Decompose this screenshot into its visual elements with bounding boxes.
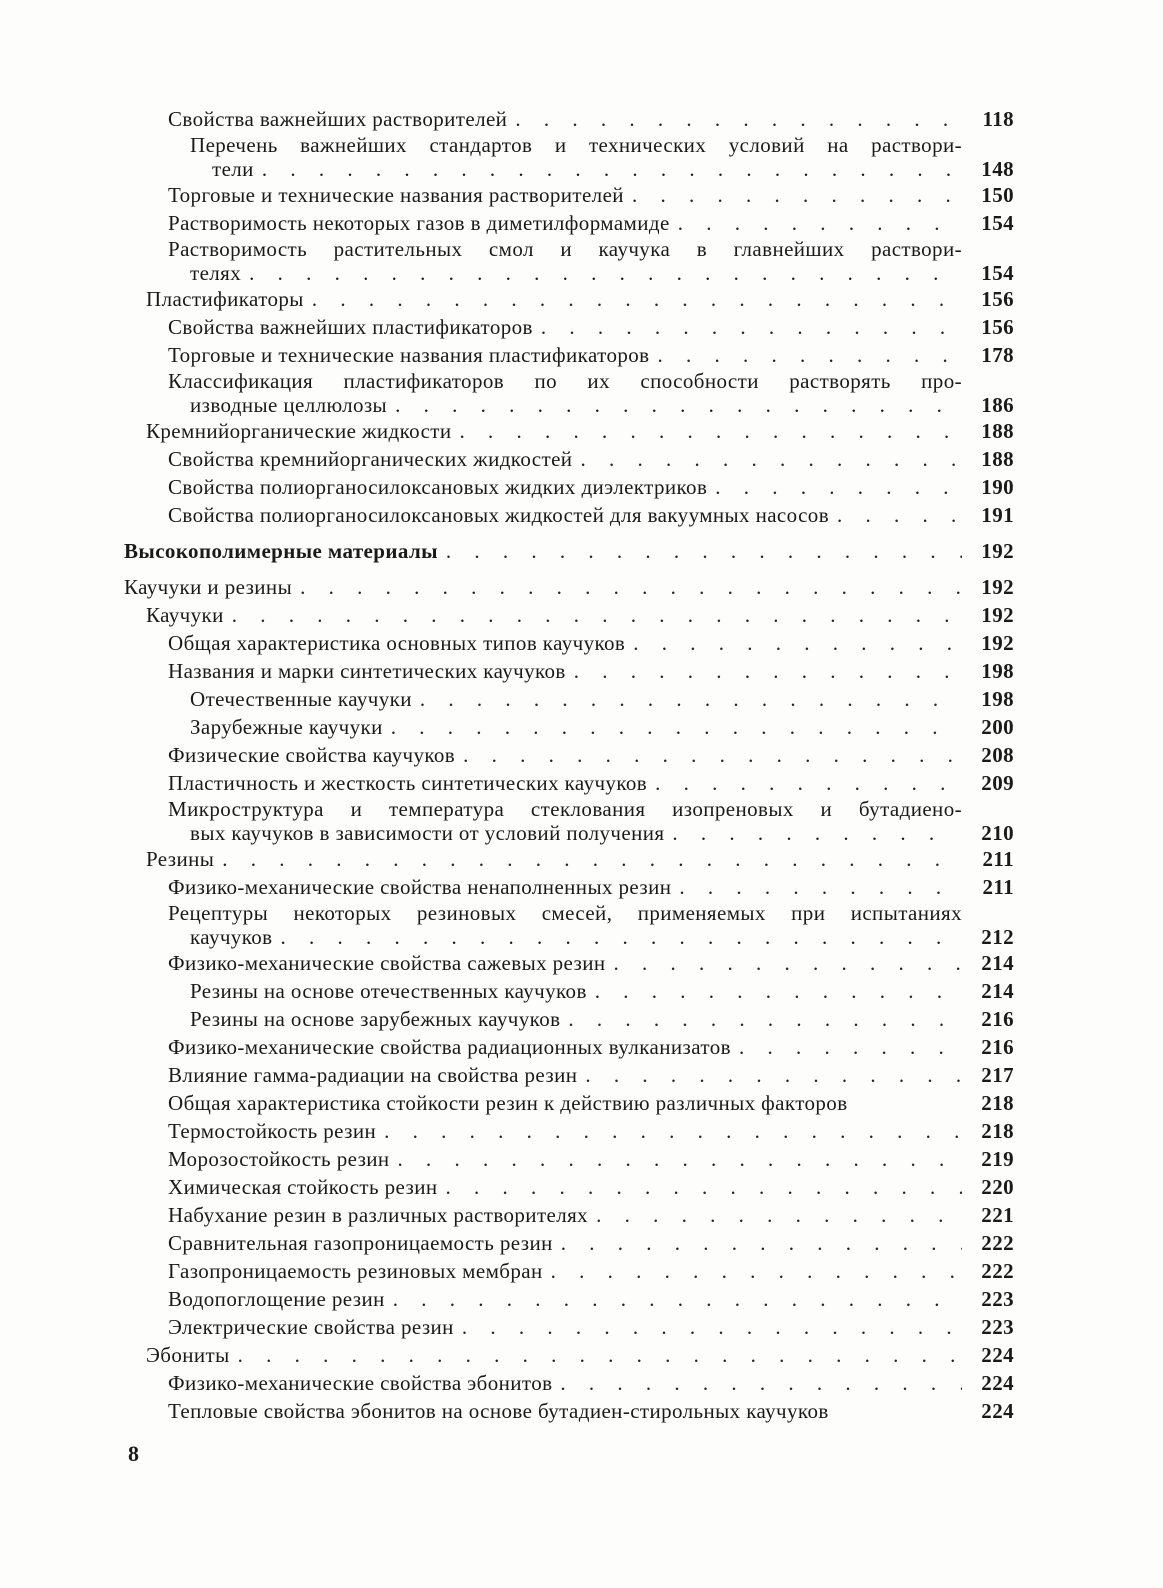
dot-leader (393, 1285, 962, 1313)
toc-entry-title: Тепловые свойства эбонитов на основе бутадиен-стирольных каучуков (168, 1399, 829, 1423)
dot-leader (232, 601, 962, 629)
toc-entry-title: Эбониты (146, 1343, 230, 1367)
toc-entry-title: Названия и марки синтетических каучуков (168, 659, 566, 683)
dot-leader (384, 1117, 962, 1145)
toc-entry-title: Растворимость некоторых газов в диметилформамиде (168, 211, 670, 235)
toc-entry (124, 1145, 1014, 1173)
toc-entry-title: Резины на основе зарубежных каучуков (190, 1007, 561, 1031)
toc-entry (124, 133, 1014, 181)
toc-entry-title: Каучуки (146, 603, 224, 627)
toc-entry-page: 200 (981, 715, 1014, 739)
dot-leader (580, 445, 962, 473)
dot-leader (463, 741, 962, 769)
toc-entry-title: Набухание резин в различных растворителях (168, 1203, 589, 1227)
toc-entry (124, 1033, 1014, 1061)
toc-entry-page: 218 (981, 1119, 1014, 1143)
dot-leader (596, 1201, 962, 1229)
toc-entry-title: Рецептуры некоторых резиновых смесей, применяемых при испытаниях (168, 901, 962, 925)
toc-entry-page: 223 (981, 1315, 1014, 1339)
dot-leader (541, 313, 962, 341)
toc-entry-title: Физико-механические свойства ненаполненных резин (168, 875, 672, 899)
page-number: 8 (128, 1441, 139, 1466)
toc-entry (124, 949, 1014, 977)
toc-entry-page: 220 (981, 1175, 1014, 1199)
toc-entry-title: Свойства важнейших растворителей (168, 107, 508, 131)
toc-entry (124, 1285, 1014, 1313)
toc-entry (124, 1173, 1014, 1201)
toc-entry-title: Газопроницаемость резиновых мембран (168, 1259, 543, 1283)
toc-entry-title-continuation: тели (212, 157, 254, 181)
toc-entry (124, 1201, 1014, 1229)
toc-entry-page: 188 (981, 447, 1014, 471)
toc-entry-page: 192 (981, 603, 1014, 627)
toc-entry (124, 1061, 1014, 1089)
toc-entry-page: 210 (981, 821, 1014, 845)
toc-entry (124, 873, 1014, 901)
toc-entry-page: 222 (981, 1259, 1014, 1283)
toc-entry-page: 208 (981, 743, 1014, 767)
toc-entry-page: 211 (982, 875, 1014, 899)
toc-entry-title: Высокополимерные материалы (124, 539, 438, 563)
toc-entry (124, 1341, 1014, 1369)
toc-entry-title: Микроструктура и температура стеклования изопреновых и бутадиено- (168, 797, 962, 821)
toc-entry-title: Пластичность и жесткость синтетических каучуков (168, 771, 648, 795)
toc-entry (124, 713, 1014, 741)
toc-entry-title: Химическая стойкость резин (168, 1175, 438, 1199)
toc-entry-title: Физико-механические свойства эбонитов (168, 1371, 553, 1395)
toc-entry (124, 473, 1014, 501)
toc-entry-page: 219 (981, 1147, 1014, 1171)
dot-leader (262, 157, 956, 181)
toc-entry-title: Электрические свойства резин (168, 1315, 454, 1339)
toc-entry-page: 191 (981, 503, 1014, 527)
toc-entry-title: Физико-механические свойства радиационных вулканизатов (168, 1035, 731, 1059)
dot-leader (420, 685, 962, 713)
toc-entry-title: Водопоглощение резин (168, 1287, 385, 1311)
toc-entry-title: Термостойкость резин (168, 1119, 377, 1143)
toc-entry (124, 1089, 1014, 1117)
toc-entry-page: 217 (981, 1063, 1014, 1087)
toc-entry (124, 657, 1014, 685)
toc-entry (124, 1117, 1014, 1145)
dot-leader (568, 1005, 962, 1033)
toc-entry-title: Физические свойства каучуков (168, 743, 456, 767)
toc-entry-page: 192 (981, 539, 1014, 563)
toc-entry-title-continuation: каучуков (190, 925, 273, 949)
toc-entry-page: 198 (981, 687, 1014, 711)
toc-entry (124, 1257, 1014, 1285)
toc-entry-title: Пластификаторы (146, 287, 304, 311)
toc-entry (124, 769, 1014, 797)
toc-entry-title: Общая характеристика основных типов каучуков (168, 631, 626, 655)
dot-leader (679, 873, 962, 901)
toc-entry-title: Общая характеристика стойкости резин к действию различных факторов (168, 1091, 848, 1115)
toc-entry-title: Торговые и технические названия растворителей (168, 183, 624, 207)
toc-entry-title: Сравнительная газопроницаемость резин (168, 1231, 553, 1255)
toc-entry-title-continuation: вых каучуков в зависимости от условий получения (190, 821, 665, 845)
toc-entry-title: Перечень важнейших стандартов и технических условий на раствори- (190, 133, 962, 157)
toc-entry (124, 1313, 1014, 1341)
toc-entry-title: Физико-механические свойства сажевых резин (168, 951, 606, 975)
toc-entry-page: 212 (981, 925, 1014, 949)
toc-entry (124, 1397, 1014, 1425)
toc-entry-page: 192 (981, 631, 1014, 655)
toc-entry-title: Растворимость растительных смол и каучука в главнейших раствори- (168, 237, 962, 261)
dot-leader (633, 629, 962, 657)
toc-entry-page: 224 (981, 1399, 1014, 1423)
dot-leader (551, 1257, 962, 1285)
toc-entry (124, 845, 1014, 873)
toc-entry-title: Отечественные каучуки (190, 687, 412, 711)
toc-entry-page: 156 (981, 287, 1014, 311)
dot-leader (312, 285, 962, 313)
toc-entry (124, 601, 1014, 629)
toc-entry-page: 186 (981, 393, 1014, 417)
toc-entry-page: 224 (981, 1343, 1014, 1367)
toc-entry (124, 741, 1014, 769)
toc-entry-title: Свойства важнейших пластификаторов (168, 315, 533, 339)
dot-leader (655, 769, 962, 797)
toc-entry-page: 178 (981, 343, 1014, 367)
dot-leader (715, 473, 962, 501)
toc-entry (124, 313, 1014, 341)
toc-entry (124, 209, 1014, 237)
toc-entry-title: Влияние гамма-радиации на свойства резин (168, 1063, 578, 1087)
toc-entry-page: 224 (981, 1371, 1014, 1395)
toc-entry-page: 192 (981, 575, 1014, 599)
dot-leader (657, 341, 962, 369)
toc-entry (124, 181, 1014, 209)
toc-entry (124, 977, 1014, 1005)
toc-entry-title: Торговые и технические названия пластификаторов (168, 343, 650, 367)
toc-entry-title: Свойства полиорганосилоксановых жидких диэлектриков (168, 475, 708, 499)
dot-leader (460, 417, 962, 445)
toc-entry (124, 501, 1014, 529)
toc-entry (124, 1229, 1014, 1257)
toc-entry-page: 221 (981, 1203, 1014, 1227)
toc-entry-page: 150 (981, 183, 1014, 207)
toc-entry (124, 901, 1014, 949)
dot-leader (574, 657, 962, 685)
toc-entry-title: Каучуки и резины (124, 575, 293, 599)
toc-entry-page: 154 (981, 261, 1014, 285)
toc-entry-page: 154 (981, 211, 1014, 235)
toc-entry-page: 148 (981, 157, 1014, 181)
dot-leader (446, 537, 962, 565)
dot-leader (595, 977, 962, 1005)
dot-leader (632, 181, 962, 209)
dot-leader (585, 1061, 962, 1089)
dot-leader (398, 1145, 962, 1173)
toc-entry (124, 685, 1014, 713)
table-of-contents (124, 105, 1014, 1425)
toc-entry-page: 198 (981, 659, 1014, 683)
dot-leader (395, 393, 956, 417)
toc-entry (124, 417, 1014, 445)
toc-entry-title: Классификация пластификаторов по их способности растворять про- (168, 369, 962, 393)
toc-entry-page: 216 (981, 1007, 1014, 1031)
toc-entry-page: 214 (981, 951, 1014, 975)
dot-leader (672, 821, 956, 845)
toc-entry-page: 214 (981, 979, 1014, 1003)
dot-leader (445, 1173, 962, 1201)
toc-entry (124, 629, 1014, 657)
dot-leader (515, 105, 962, 133)
toc-entry-page: 209 (981, 771, 1014, 795)
dot-leader (280, 925, 956, 949)
toc-entry-title: Кремнийорганические жидкости (146, 419, 452, 443)
toc-entry-title-continuation: изводные целлюлозы (190, 393, 388, 417)
toc-entry (124, 285, 1014, 313)
toc-entry-page: 223 (981, 1287, 1014, 1311)
dot-leader (249, 261, 956, 285)
dot-leader (561, 1229, 962, 1257)
toc-entry-page: 190 (981, 475, 1014, 499)
dot-leader (238, 1341, 962, 1369)
toc-entry-page: 188 (981, 419, 1014, 443)
toc-entry (124, 341, 1014, 369)
toc-entry-page: 222 (981, 1231, 1014, 1255)
toc-entry-page: 118 (982, 107, 1014, 131)
dot-leader (462, 1313, 962, 1341)
toc-entry (124, 369, 1014, 417)
toc-entry-title: Морозостойкость резин (168, 1147, 390, 1171)
toc-entry (124, 1005, 1014, 1033)
toc-entry-title-continuation: телях (190, 261, 242, 285)
toc-entry-page: 156 (981, 315, 1014, 339)
toc-entry-page: 216 (981, 1035, 1014, 1059)
dot-leader (300, 573, 962, 601)
toc-entry-title: Зарубежные каучуки (190, 715, 383, 739)
toc-entry-title: Свойства полиорганосилоксановых жидкостей для вакуумных насосов (168, 503, 830, 527)
toc-entry (124, 445, 1014, 473)
toc-entry (124, 1369, 1014, 1397)
dot-leader (222, 845, 962, 873)
dot-leader (614, 949, 963, 977)
toc-entry-title: Резины на основе отечественных каучуков (190, 979, 587, 1003)
toc-entry-page: 211 (982, 847, 1014, 871)
dot-leader (837, 501, 962, 529)
toc-entry-title: Резины (146, 847, 215, 871)
toc-entry (124, 105, 1014, 133)
toc-entry-title: Свойства кремнийорганических жидкостей (168, 447, 573, 471)
dot-leader (391, 713, 962, 741)
dot-leader (560, 1369, 962, 1397)
toc-entry (124, 537, 1014, 565)
toc-entry-page: 218 (981, 1091, 1014, 1115)
toc-entry (124, 573, 1014, 601)
toc-entry (124, 797, 1014, 845)
toc-entry (124, 237, 1014, 285)
dot-leader (739, 1033, 962, 1061)
dot-leader (678, 209, 962, 237)
